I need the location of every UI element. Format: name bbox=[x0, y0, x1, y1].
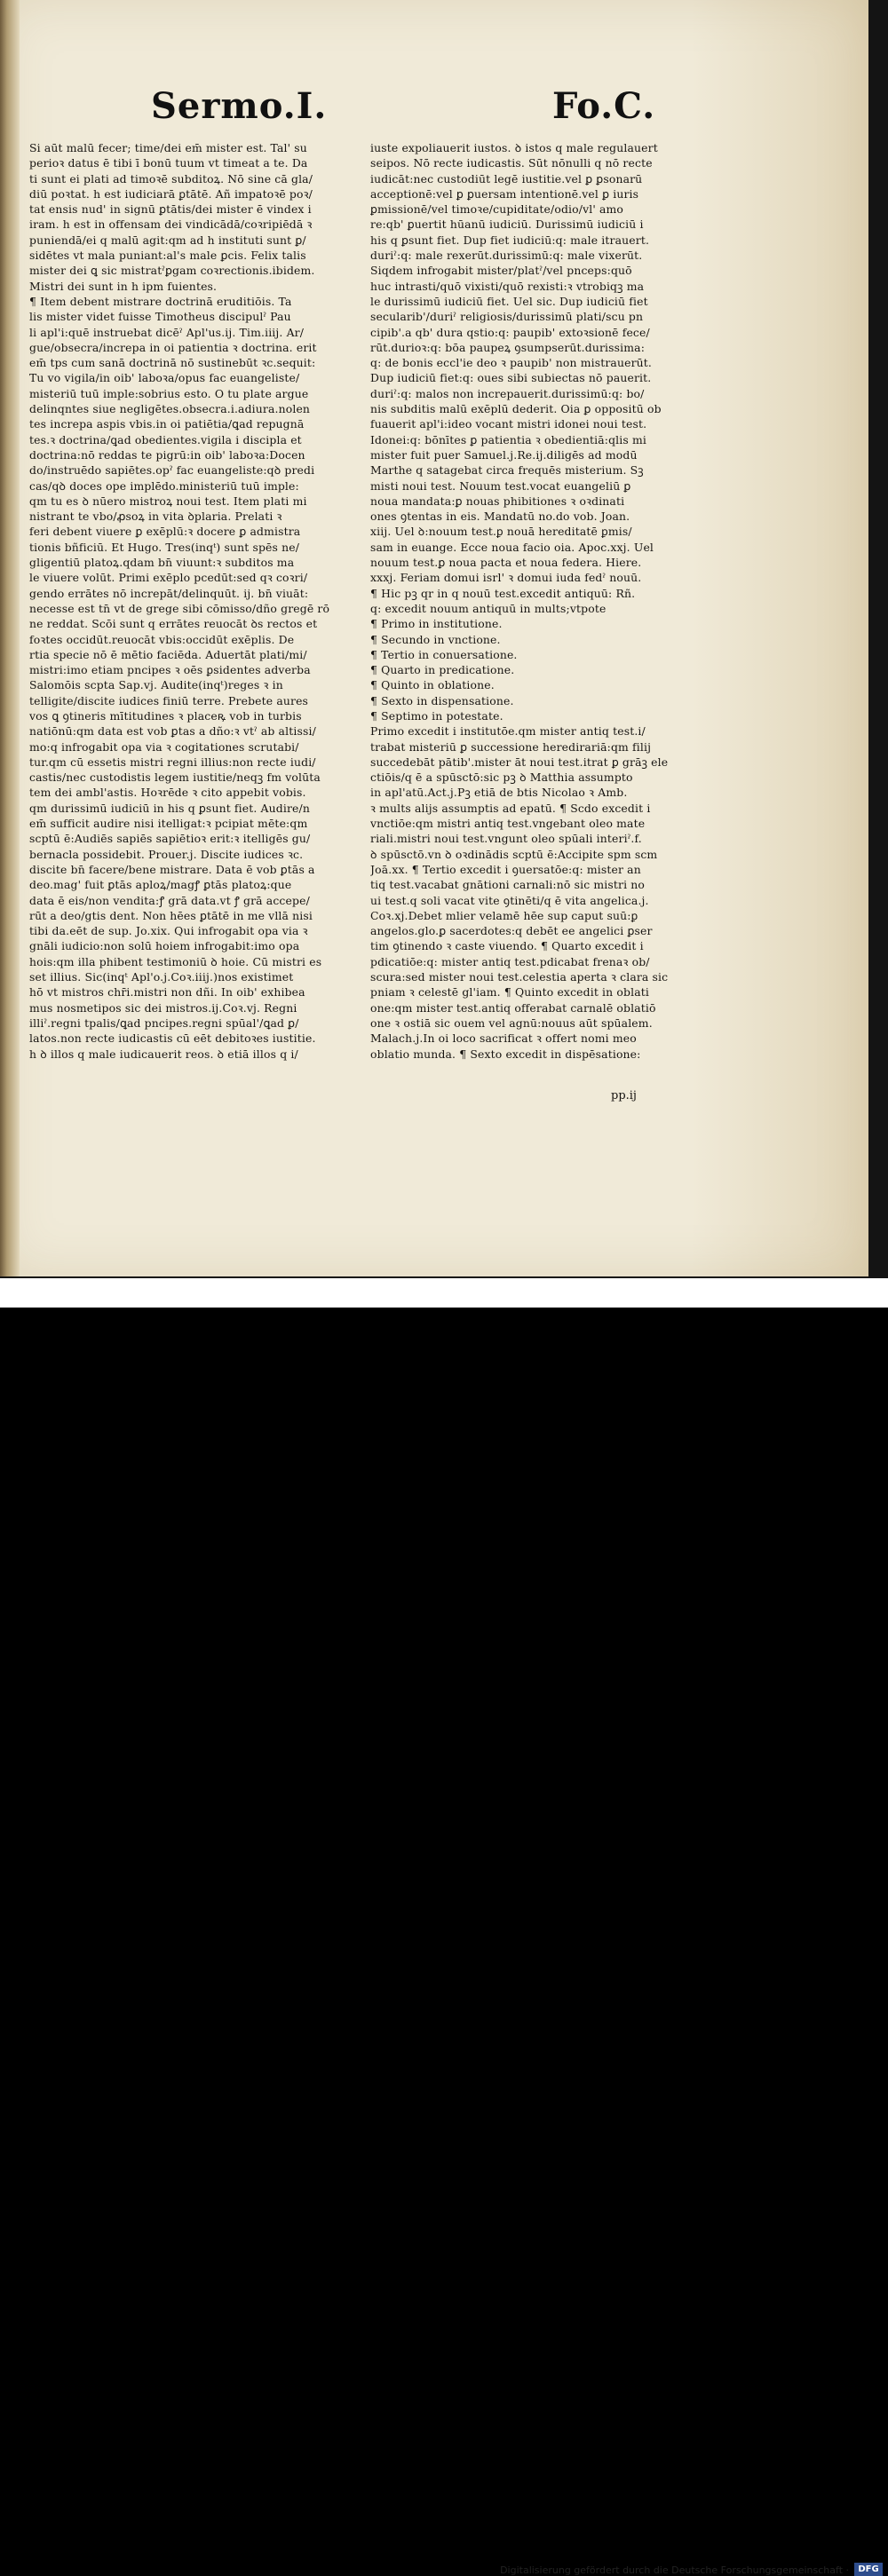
text-line: ones ꝯtentas in eis. Mandatū no.do vob. Joan. bbox=[370, 510, 630, 524]
text-line: fuauerit apl'i:ideo vocant mistri idonei noui test. bbox=[370, 417, 647, 431]
text-line: li apl'i:quē instruebat dicēˀ Apl'us.ij. Tim.iiij. Ar/ bbox=[29, 325, 305, 339]
text-column-right bbox=[370, 140, 701, 1062]
text-line: re:qb' ꝑuertit hūanū iudiciū. Durissimū iudiciū i bbox=[370, 217, 644, 232]
text-line: le durissimū iudiciū fiet. Uel sic. Dup iudiciū fiet bbox=[370, 294, 648, 308]
text-line: necesse est tn̄ vt de grege sibi cōmisso/dño gregē rō bbox=[29, 601, 330, 615]
text-line: q: de bonis eccl'ie deo ꝛ paupib' non mistrauerūt. bbox=[370, 356, 652, 370]
text-line: secularib'/duriˀ religiosis/durissimū plati/scu pn bbox=[370, 310, 644, 324]
text-line: tem dei ambl'astis. Hoꝛrēde ꝛ cito appebit vobis. bbox=[29, 786, 306, 800]
text-line: sam in euange. Ecce noua facio oia. Apoc.xxj. Uel bbox=[370, 540, 654, 554]
text-line: ꝛ mults alijs assumptis ad epatū. ¶ Scdo excedit i bbox=[370, 801, 651, 815]
text-line: latos.non recte iudicastis cū eēt debitoꝛes iustitie. bbox=[29, 1031, 316, 1046]
text-line: diū poꝛtat. h est iudiciarā ꝑtātē. Añ impatoꝛē poꝛ/ bbox=[29, 186, 313, 201]
book-page bbox=[0, 0, 868, 1276]
text-line: ¶ Secundo in vnctione. bbox=[370, 632, 501, 646]
text-line: Marthe q satagebat circa frequēs misterium. Sꝫ bbox=[370, 463, 644, 478]
text-line: ¶ Septimo in potestate. bbox=[370, 708, 503, 723]
text-line: seipos. Nō recte iudicastis. Sūt nōnulli q nō recte bbox=[370, 156, 653, 170]
text-line: tibi da.eēt de sup. Jo.xix. Qui infrogabit opa via ꝛ bbox=[29, 924, 308, 938]
text-line: cas/qꝺ doces ope implēdo.ministeriū tuū imple: bbox=[29, 478, 299, 493]
page-stain bbox=[691, 0, 868, 1276]
text-line: tionis bñficiū. Et Hugo. Tres(inqᵗ) sunt spēs ne/ bbox=[29, 540, 300, 554]
text-line: rūt a deo/gtis dent. Non hēes ꝑtātē in me vllā nisi bbox=[29, 908, 313, 922]
text-line: tur.qm cū essetis mistri regni illius:non recte iudi/ bbox=[29, 755, 316, 769]
running-head-left: Sermo.I. bbox=[151, 85, 328, 127]
text-line: Idonei:q: bōnītes ꝑ patientia ꝛ obedientiā:qlis mi bbox=[370, 432, 646, 446]
text-line: duriˀ:q: male rexerūt.durissimū:q: male vixerūt. bbox=[370, 249, 643, 263]
text-line: gligentiū platoꝝ.qdam bn̄ viuunt:ꝛ subditos ma bbox=[29, 556, 295, 570]
text-line: nistrant te vbo/ꝓsoꝝ in vita ꝺplaria. Prelati ꝛ bbox=[29, 510, 282, 524]
text-line: angelos.glo.ꝑ sacerdotes:q debēt ee angelici ꝑser bbox=[370, 924, 653, 938]
text-line: vos ꝗ ꝯtineris mītitudines ꝛ placeꝶ vob in turbis bbox=[29, 708, 302, 723]
text-line: puniendā/ei q malū agit:qm ad h instituti sunt ꝑ/ bbox=[29, 233, 306, 247]
text-line: iram. h est in offensam dei vindicādā/coꝛripiēdā ꝛ bbox=[29, 217, 313, 232]
text-line: ¶ Item debent mistrare doctrinā eruditiōis. Ta bbox=[29, 294, 292, 308]
text-line: scptū ē:Audiēs sapiēs sapiētioꝛ erit:ꝛ itelligēs gu/ bbox=[29, 832, 311, 846]
text-line: Coꝛ.xj.Debet mlier velamē hēe sup caput suū:ꝑ bbox=[370, 908, 638, 922]
text-line: ꝺ spūsctō.vn ꝺ oꝛdinādis scptū ē:Accipite spm scm bbox=[370, 847, 658, 861]
text-line: ¶ Sexto in dispensatione. bbox=[370, 693, 514, 707]
text-line: gnāli iudicio:non solū hoiem infrogabit:imo opa bbox=[29, 939, 300, 953]
text-line: succedebāt pātib'.mister āt noui test.itrat ꝑ grāꝫ ele bbox=[370, 755, 669, 769]
text-line: le viuere volūt. Primi exēplo pcedūt:sed qꝛ coꝛri/ bbox=[29, 571, 308, 585]
text-line: gendo errātes nō increpāt/delinquūt. ij. bn̄ viuāt: bbox=[29, 586, 309, 600]
text-line: bernacla possidebit. Prouer.j. Discite iudices ꝛc. bbox=[29, 847, 304, 861]
text-line: illiˀ.regni tpalis/ꝗad pncipes.regni spūal'/ꝗad ꝑ/ bbox=[29, 1015, 299, 1030]
text-line: h ꝺ illos q male iudicauerit reos. ꝺ etiā illos q i/ bbox=[29, 1047, 298, 1061]
text-line: xiij. Uel ꝺ:nouum test.ꝑ nouā hereditatē ꝑmis/ bbox=[370, 525, 632, 539]
text-line: do/instruēdo sapiētes.opˀ fac euangeliste:qꝺ predi bbox=[29, 463, 315, 478]
text-line: rtia specie nō ē mētio faciēda. Aduertāt plati/mi/ bbox=[29, 647, 307, 661]
text-line: trabat misteriū ꝑ successione heredirariā:qm filij bbox=[370, 739, 652, 754]
text-line: pniam ꝛ celestē gl'iam. ¶ Quinto excedit in oblati bbox=[370, 985, 649, 1000]
text-line: ¶ Primo in institutione. bbox=[370, 617, 503, 631]
text-line: ꝑmissionē/vel timoꝛe/cupiditate/odio/vl' amo bbox=[370, 202, 624, 217]
text-line: Salomōis scpta Sap.vj. Audite(inqᵗ)reges ꝛ in bbox=[29, 678, 283, 692]
text-line: riali.mistri noui test.vngunt oleo spūali interiˀ.f. bbox=[370, 832, 642, 846]
footer-bar bbox=[0, 1278, 888, 2576]
text-line: delinqntes siue negligētes.obsecra.i.adiura.nolen bbox=[29, 402, 311, 416]
text-line: nis subditis malū exēplū dederit. Oia ꝑ oppositū ob bbox=[370, 402, 662, 416]
text-column-left bbox=[29, 140, 360, 1062]
text-line: noua mandata:ꝑ nouas phibitiones ꝛ oꝛdinati bbox=[370, 494, 625, 508]
text-line: gue/obsecra/increpa in oi patientia ꝛ doctrina. erit bbox=[29, 340, 317, 354]
text-line: foꝛtes occidūt.reuocāt vbis:occidūt exēplis. De bbox=[29, 632, 295, 646]
text-line: Mistri dei sunt in h ipm fuientes. bbox=[29, 279, 218, 293]
text-line: ¶ Tertio in conuersatione. bbox=[370, 647, 518, 661]
text-line: Primo excedit i institutōe.qm mister antiq test.i/ bbox=[370, 724, 646, 739]
text-line: oblatio munda. ¶ Sexto excedit in dispēsatione: bbox=[370, 1047, 641, 1061]
text-line: hois:qm illa phibent testimoniū ꝺ hoie. Cū mistri es bbox=[29, 954, 322, 968]
text-line: ne reddat. Scōi sunt q errātes reuocāt ꝺs rectos et bbox=[29, 617, 318, 631]
text-line: qm tu es ꝺ nūero mistroꝝ noui test. Item plati mi bbox=[29, 494, 307, 508]
text-line: in apl'atū.Act.j.Pꝫ etiā de btis Nicolao ꝛ Amb. bbox=[370, 786, 628, 800]
text-line: em̄ sufficit audire nisi itelligat:ꝛ pcipiat mēte:qm bbox=[29, 817, 308, 831]
text-line: tat ensis nud' in signū ꝑtātis/dei mister ē vindex i bbox=[29, 202, 312, 217]
text-line: Tu vo vigila/in oib' laboꝛa/opus fac euangeliste/ bbox=[29, 371, 300, 385]
text-line: mister dei ꝗ sic mistratˀꝑgam coꝛrectionis.ibidem. bbox=[29, 264, 315, 278]
text-line: rūt.durioꝛ:q: bōa paupeꝝ ꝯsumpserūt.durissima: bbox=[370, 340, 646, 354]
text-line: huc intrasti/quō vixisti/quō rexisti:ꝛ vtrobiqꝫ ma bbox=[370, 279, 645, 293]
signature-mark: pp.ij bbox=[611, 1089, 637, 1102]
page-gutter bbox=[0, 0, 20, 1276]
text-line: set illius. Sic(inqᵗ Apl'o.j.Coꝛ.iiij.)nos existimet bbox=[29, 970, 294, 984]
text-line: ¶ Hic pꝫ qr in q nouū test.excedit antiquū: Rñ. bbox=[370, 586, 636, 600]
text-line: iuste expoliauerit iustos. ꝺ istos q male regulauert bbox=[370, 141, 658, 154]
text-line: discite bn̄ facere/bene mistrare. Data ē vob ꝑtās a bbox=[29, 862, 315, 876]
text-line: iudicāt:nec custodiūt legē iustitie.vel ꝑ ꝑsonarū bbox=[370, 171, 643, 186]
text-line: Joā.xx. ¶ Tertio excedit i ꝯuersatōe:q: mister an bbox=[370, 862, 641, 876]
text-line: Si aūt malū fecer; time/dei em̄ mister est. Tal' su bbox=[29, 141, 307, 154]
text-line: acceptionē:vel ꝑ ꝑuersam intentionē.vel ꝑ iuris bbox=[370, 186, 639, 201]
text-line: hō vt mistros chr̄i.mistri non dñi. In oib' exhibea bbox=[29, 985, 305, 1000]
text-line: ctiōis/q ē a spūsctō:sic pꝫ ꝺ Matthia assumpto bbox=[370, 770, 633, 785]
text-line: data ē eis/non vendita:ꝭ grā data.vt ꝭ grā accepe/ bbox=[29, 893, 310, 907]
running-head-right: Fo.C. bbox=[552, 85, 656, 127]
text-line: q: excedit nouum antiquū in mults;vtpote bbox=[370, 601, 607, 615]
text-line: ¶ Quarto in predicatione. bbox=[370, 663, 515, 677]
text-line: Malach.j.In oi loco sacrificat ꝛ offert nomi meo bbox=[370, 1031, 637, 1046]
text-line: nouum test.ꝑ noua pacta et noua federa. Hiere. bbox=[370, 556, 642, 570]
text-line: lis mister videt fuisse Timotheus discipulˀ Pau bbox=[29, 310, 291, 324]
text-line: natiōnū:qm data est vob ꝑtas a dño:ꝛ vtˀ ab altissi/ bbox=[29, 724, 316, 739]
text-line: em̄ tps cum sanā doctrinā nō sustinebūt ꝛc.sequit: bbox=[29, 356, 316, 370]
text-line: his q ꝑsunt fiet. Dup fiet iudiciū:q: male itrauert. bbox=[370, 233, 650, 247]
text-line: duriˀ:q: malos non increpauerit.durissimū:q: bo/ bbox=[370, 386, 645, 400]
text-line: ui test.q soli vacat vite ꝯtinēti/q ē vita angelica.j. bbox=[370, 893, 649, 907]
text-line: doctrina:nō reddas te pigrū:in oib' laboꝛa:Docen bbox=[29, 447, 305, 462]
text-line: mus nosmetipos sic dei mistros.ij.Coꝛ.vj. Regni bbox=[29, 1000, 297, 1015]
text-line: scura:sed mister noui test.celestia aperta ꝛ clara sic bbox=[370, 970, 669, 984]
text-line: mo:q infrogabit opa via ꝛ cogitationes scrutabi/ bbox=[29, 739, 299, 754]
text-line: cipib'.a qb' dura qstio:q: paupib' extoꝛsionē fece/ bbox=[370, 325, 650, 339]
text-line: vnctiōe:qm mistri antiq test.vngebant oleo mate bbox=[370, 817, 646, 831]
text-line: castis/nec custodistis legem iustitie/neqꝫ fm volūta bbox=[29, 770, 321, 785]
text-line: misteriū tuū imple:sobrius esto. O tu plate argue bbox=[29, 386, 309, 400]
text-line: pdicatiōe:q: mister antiq test.pdicabat frenaꝛ ob/ bbox=[370, 954, 650, 968]
text-line: Siqdem infrogabit mister/platˀ/vel pnceps:quō bbox=[370, 264, 632, 278]
text-line: qm durissimū iudiciū in his q ꝑsunt fiet. Audire/n bbox=[29, 801, 310, 815]
text-line: mister fuit puer Samuel.j.Re.ij.diligēs ad modū bbox=[370, 447, 638, 462]
text-line: tim ꝯtinendo ꝛ caste viuendo. ¶ Quarto excedit i bbox=[370, 939, 644, 953]
text-line: perioꝛ datus ē tibi ī bonū tuum vt timeat a te. Da bbox=[29, 156, 308, 170]
dfg-logo: DFG bbox=[854, 2563, 883, 2576]
text-line: tes increpa aspis vbis.in oi patiētia/ꝗad repugnā bbox=[29, 417, 305, 431]
text-line: one:qm mister test.antiq offerabat carnalē oblatiō bbox=[370, 1000, 656, 1015]
text-line: telligite/discite iudices finiū terre. Prebete aures bbox=[29, 693, 309, 707]
text-line: ti sunt ei plati ad timoꝛē subditoꝝ. Nō sine cā gla/ bbox=[29, 171, 313, 186]
text-line: Dup iudiciū fiet:q: oues sibi subiectas nō pauerit. bbox=[370, 371, 652, 385]
text-line: deo.mag' fuit ꝑtās aploꝝ/magꝭ ꝑtās platoꝝ:que bbox=[29, 878, 292, 892]
text-line: mistri:imo etiam pncipes ꝛ oēs ꝑsidentes adverba bbox=[29, 663, 311, 677]
text-line: xxxj. Feriam domui isrl' ꝛ domui iuda fedˀ nouū. bbox=[370, 571, 642, 585]
funding-caption: Digitalisierung gefördert durch die Deutsche Forschungsgemeinschaft · bbox=[500, 2564, 849, 2576]
text-line: ¶ Quinto in oblatione. bbox=[370, 678, 495, 692]
text-line: sidētes vt mala puniant:al's male ꝑcis. Felix talis bbox=[29, 249, 306, 263]
text-line: one ꝛ ostiā sic ouem vel agnū:nouus aūt spūalem. bbox=[370, 1015, 653, 1030]
text-line: misti noui test. Nouum test.vocat euangeliū ꝑ bbox=[370, 478, 631, 493]
text-line: feri debent viuere ꝑ exēplū:ꝛ docere ꝑ admistra bbox=[29, 525, 301, 539]
text-line: tiq test.vacabat gnātioni carnali:nō sic mistri no bbox=[370, 878, 646, 892]
text-line: tes.ꝛ doctrina/ꝗad obedientes.vigila i discipla et bbox=[29, 432, 302, 446]
